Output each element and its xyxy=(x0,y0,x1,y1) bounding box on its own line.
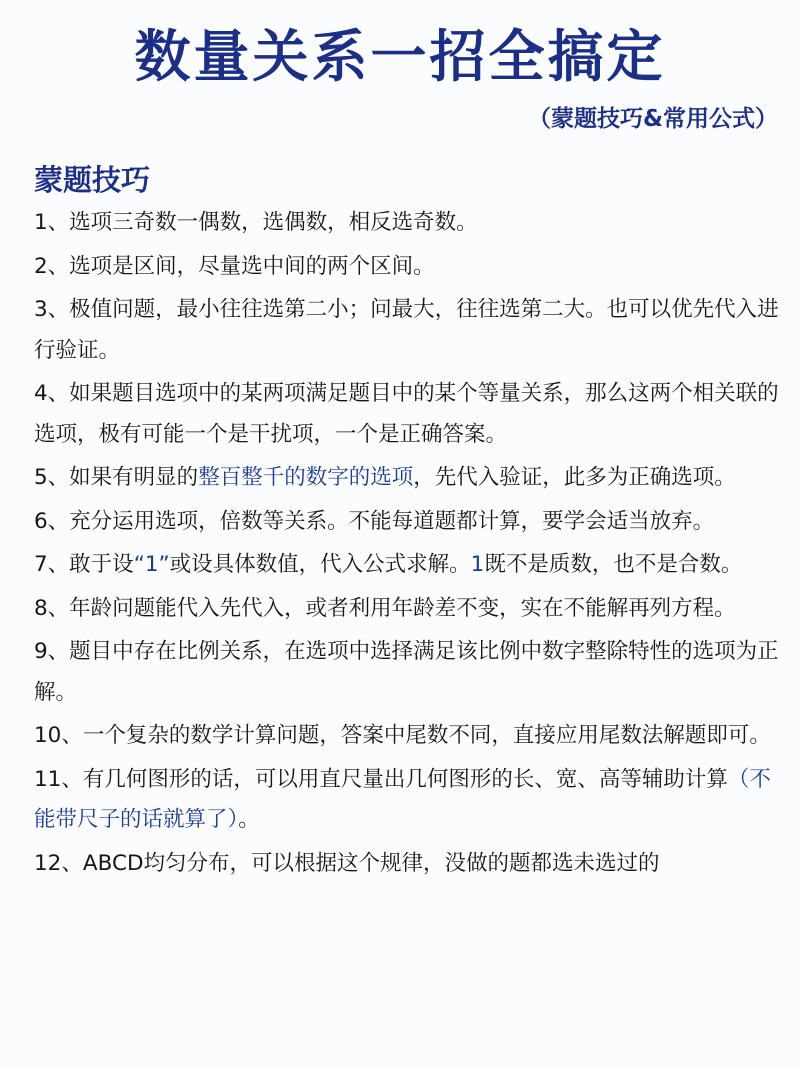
page-title: 数量关系一招全搞定 xyxy=(134,25,666,90)
list-item: 5、如果有明显的整百整千的数字的选项，先代入验证，此多为正确选项。 xyxy=(34,465,736,490)
highlight-text: “1” xyxy=(133,552,170,577)
highlight-text: 整百整千的数字的选项 xyxy=(198,465,414,490)
list-item: 9、题目中存在比例关系，在选项中选择满足该比例中数字整除特性的选项为正解。 xyxy=(34,639,779,705)
list-item: 2、选项是区间，尽量选中间的两个区间。 xyxy=(34,253,435,279)
page-subtitle: （蒙题技巧&常用公式） xyxy=(527,106,778,132)
list-item: 10、一个复杂的数学计算问题，答案中尾数不同，直接应用尾数法解题即可。 xyxy=(34,723,771,748)
tips-list xyxy=(34,203,786,887)
list-item: 7、敢于设“1”或设具体数值，代入公式求解。1既不是质数，也不是合数。 xyxy=(34,552,743,577)
list-item: 11、有几何图形的话，可以用直尺量出几何图形的长、宽、高等辅助计算（不能带尺子的话就算了）。 xyxy=(34,766,771,832)
highlight-text: 1 xyxy=(470,552,485,577)
list-item: 4、如果题目选项中的某两项满足题目中的某个等量关系，那么这两个相关联的选项，极有可能一个是干扰项，一个是正确答案。 xyxy=(34,381,779,447)
list-item: 6、充分运用选项，倍数等关系。不能每道题都计算，要学会适当放弃。 xyxy=(34,508,715,534)
section-heading: 蒙题技巧 xyxy=(34,163,151,197)
list-item: 1、选项三奇数一偶数，选偶数，相反选奇数。 xyxy=(34,210,478,235)
highlight-text: （不能带尺子的话就算了） xyxy=(34,766,771,832)
list-item: 8、年龄问题能代入先代入，或者利用年龄差不变，实在不能解再列方程。 xyxy=(34,595,736,621)
list-item: 12、ABCD均匀分布，可以根据这个规律，没做的题都选未选过的 xyxy=(34,850,660,876)
bottom-fade xyxy=(0,1041,800,1067)
list-item: 3、极值问题，最小往往选第二小；问最大，往往选第二大。也可以优先代入进行验证。 xyxy=(34,297,779,363)
